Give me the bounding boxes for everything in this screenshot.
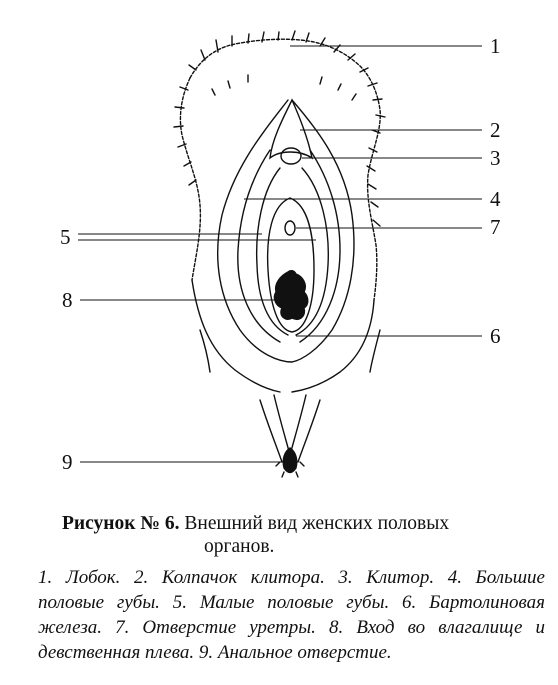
clitoris [281, 148, 301, 164]
caption-title-number: Рисунок № 6. [62, 513, 180, 534]
body-contour [192, 280, 280, 392]
clitoral-hood [270, 100, 312, 158]
caption-title-line2: органов. [204, 536, 275, 557]
label-8: 8 [62, 288, 73, 312]
label-7: 7 [490, 215, 501, 239]
label-4: 4 [490, 187, 501, 211]
label-9: 9 [62, 450, 73, 474]
caption-title [62, 512, 532, 558]
label-5: 5 [60, 225, 71, 249]
urethral-opening [285, 221, 295, 235]
caption-legend: 1. Лобок. 2. Колпачок клитора. 3. Клитор. 4. Большие половые губы. 5. Малые половые губы. 6. Бартолиновая железа. 7. Отверстие уретры. 8. Вход во влагалище и девственная плева. 9. Анальное отверстие. [38, 567, 545, 663]
anal-opening [283, 448, 297, 473]
label-6: 6 [490, 324, 501, 348]
vaginal-opening [274, 271, 307, 320]
label-1: 1 [490, 34, 501, 58]
caption-title-text: Внешний вид женских половых [184, 513, 450, 534]
labia-majora [218, 100, 292, 362]
figure-caption [62, 512, 532, 558]
label-2: 2 [490, 118, 501, 142]
label-3: 3 [490, 146, 501, 170]
